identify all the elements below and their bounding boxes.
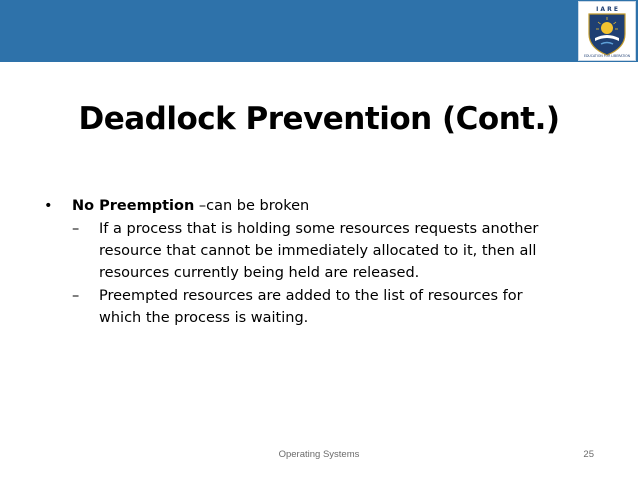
logo-label: I A R E <box>596 6 618 13</box>
bullet-dot-icon: • <box>44 198 53 214</box>
dash-marker: – <box>72 221 80 237</box>
slide-title: Deadlock Prevention (Cont.) <box>78 101 560 137</box>
sub-item-text: Preempted resources are added to the list of resources for which the process is waiting. <box>99 288 523 326</box>
bullet-text: –can be broken <box>194 198 310 214</box>
sub-item-2 <box>44 285 564 329</box>
sub-item-1 <box>44 218 564 284</box>
dash-marker: – <box>72 288 80 304</box>
iare-logo <box>578 1 636 61</box>
logo-motto: EDUCATION FOR LIBERATION <box>583 54 631 58</box>
sub-item-text: If a process that is holding some resources requests another resource that cannot be immediately allocated to it, then all resources currently being held are released. <box>99 221 539 281</box>
slide-content <box>44 195 564 329</box>
bullet-heading: No Preemption <box>72 198 195 214</box>
header-bar <box>0 0 638 62</box>
iare-emblem-icon <box>579 2 635 60</box>
page-number: 25 <box>583 449 594 460</box>
footer-title: Operating Systems <box>278 449 360 460</box>
bullet-item <box>44 195 564 217</box>
